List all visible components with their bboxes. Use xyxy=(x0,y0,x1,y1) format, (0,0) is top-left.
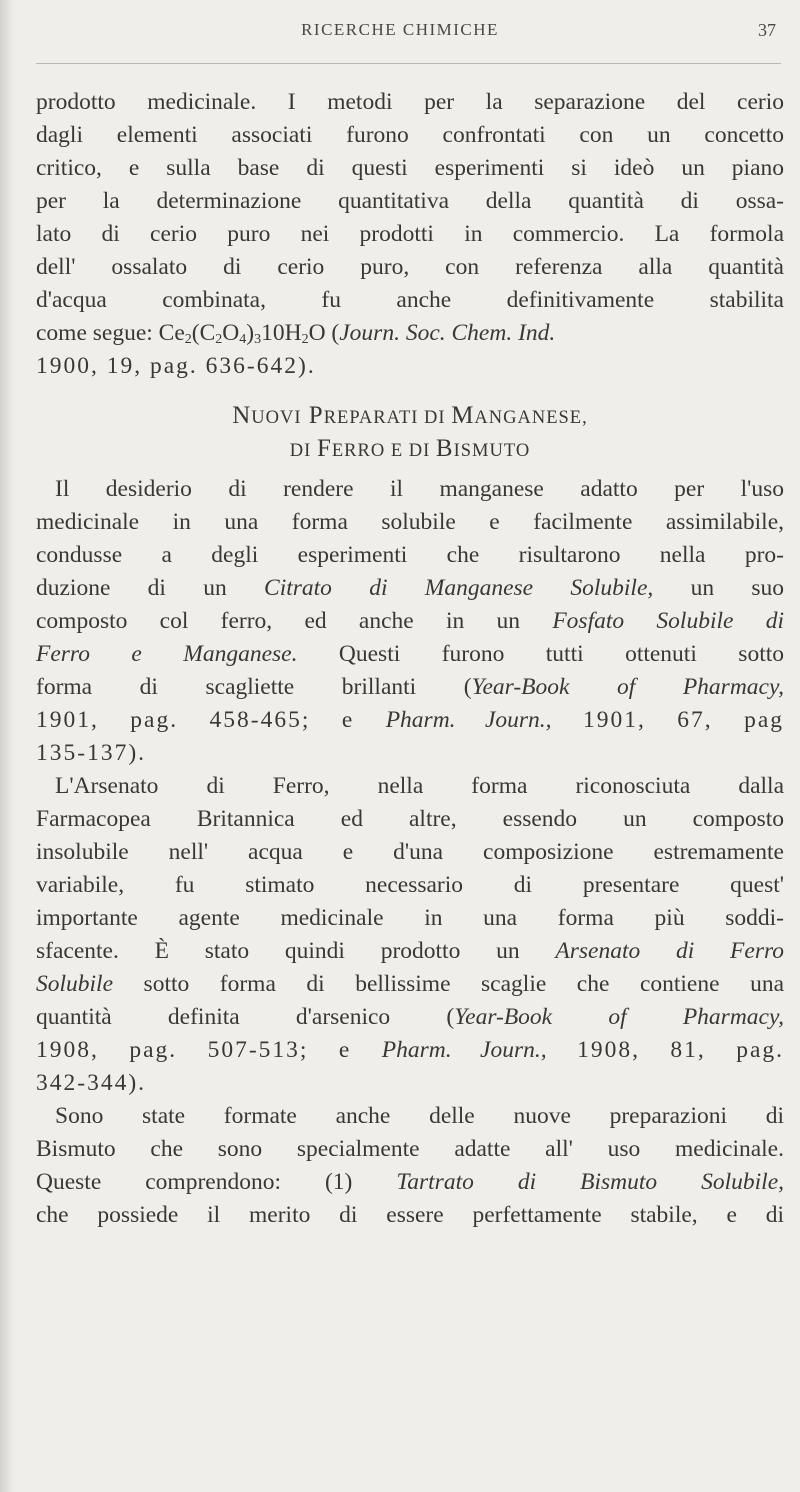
text-span: composto col ferro, ed anche in un xyxy=(36,608,553,634)
paragraph-4 xyxy=(36,1100,784,1232)
text-span: sfacente. È stato quindi prodotto un xyxy=(36,938,556,964)
heading-text: B xyxy=(435,435,454,462)
citation-numbers: 1908, pag. 507-513; e xyxy=(36,1037,382,1063)
text-line xyxy=(36,737,784,770)
heading-text: F xyxy=(316,435,332,462)
text-line xyxy=(36,968,784,1001)
heading-text: REPARATI xyxy=(323,408,419,428)
heading-text: M xyxy=(451,402,475,429)
text-line: medicinale in una forma solubile e facilmente assimilabile, xyxy=(36,509,784,535)
text-line: che possiede il merito di essere perfettamente stabile, e di xyxy=(36,1202,784,1228)
citation-numbers: 342-344). xyxy=(36,1070,147,1096)
text-line: Il desiderio di rendere il manganese adatto per l'uso xyxy=(55,476,784,502)
heading-text: P xyxy=(301,402,324,429)
text-line: Bismuto che sono specialmente adatte all' uso medicinale. xyxy=(36,1136,784,1162)
formula-line xyxy=(36,317,784,350)
text-span: sotto forma di bellissime scaglie che contiene una xyxy=(113,971,784,997)
page-number: 37 xyxy=(758,20,776,40)
product-name: Fosfato Solubile di xyxy=(552,608,784,634)
citation-numbers: 1901, 67, pag xyxy=(551,707,785,733)
text-span: O ( xyxy=(308,320,340,346)
subscript: 3 xyxy=(254,332,262,347)
journal-citation: Pharm. Journ., xyxy=(381,1037,547,1063)
subscript: 2 xyxy=(184,332,192,347)
text-line: importante agente medicinale in una forma più soddi- xyxy=(36,905,784,931)
paragraph-1 xyxy=(36,86,784,383)
text-line: prodotto medicinale. I metodi per la separazione del cerio xyxy=(36,89,784,115)
page-edge-shadow xyxy=(0,0,14,1492)
text-line xyxy=(36,1067,784,1100)
running-title: RICERCHE CHIMICHE xyxy=(301,20,499,39)
text-line: Farmacopea Britannica ed altre, essendo un composto xyxy=(36,806,784,832)
citation-numbers: 135-137). xyxy=(36,740,147,766)
product-name: Citrato di Manganese Solubile, xyxy=(264,575,654,601)
subscript: 2 xyxy=(215,332,223,347)
citation-numbers: 1900, 19, pag. 636-642). xyxy=(36,353,316,379)
heading-text: ERRO xyxy=(331,441,386,461)
text-line xyxy=(36,1001,784,1034)
citation-numbers: 1901, pag. 458-465; e xyxy=(36,707,386,733)
text-line: condusse a degli esperimenti che risultarono nella pro- xyxy=(36,542,784,568)
text-line: lato di cerio puro nei prodotti in commercio. La formola xyxy=(36,221,784,247)
section-heading-line-1 xyxy=(36,399,784,432)
text-span: (C xyxy=(191,320,216,346)
paragraph-3 xyxy=(36,770,784,1100)
product-name: Arsenato di Ferro xyxy=(555,938,784,964)
text-line xyxy=(36,704,784,737)
text-line: L'Arsenato di Ferro, nella forma riconosciuta dalla xyxy=(55,773,784,799)
text-span: forma di scagliette brillanti ( xyxy=(36,674,472,700)
body-text xyxy=(36,86,784,1232)
heading-text: ISMUTO xyxy=(453,441,531,461)
text-line: dell' ossalato di cerio puro, con referenza alla quantità xyxy=(36,254,784,280)
text-line: insolubile nell' acqua e d'una composizione estremamente xyxy=(36,839,784,865)
journal-citation: Year-Book of Pharmacy, xyxy=(471,674,784,700)
text-line xyxy=(36,350,784,383)
text-line xyxy=(36,605,784,638)
section-heading-line-2 xyxy=(36,432,784,465)
text-span: un suo xyxy=(653,575,784,601)
text-span: 10H xyxy=(261,320,302,346)
text-span: duzione di un xyxy=(36,575,265,601)
product-name: Ferro e Manganese. xyxy=(36,641,298,667)
text-span: Questi furono tutti ottenuti sotto xyxy=(297,641,785,667)
heading-text: E DI xyxy=(385,441,436,461)
heading-text: ANGANESE, xyxy=(474,408,588,428)
text-span: come segue: Ce xyxy=(36,320,185,346)
text-line xyxy=(36,572,784,605)
paragraph-2 xyxy=(36,473,784,770)
product-name: Solubile xyxy=(36,971,114,997)
heading-text: UOVI xyxy=(251,408,302,428)
text-line: Sono state formate anche delle nuove preparazioni di xyxy=(55,1103,784,1129)
journal-citation: Year-Book of Pharmacy, xyxy=(454,1004,784,1030)
journal-citation: Journ. Soc. Chem. Ind. xyxy=(339,320,556,346)
text-span: ) xyxy=(246,320,255,346)
subscript: 4 xyxy=(239,332,247,347)
text-span: O xyxy=(222,320,240,346)
heading-text: N xyxy=(232,402,252,429)
subscript: 2 xyxy=(301,332,309,347)
text-line xyxy=(36,935,784,968)
text-line: critico, e sulla base di questi esperimenti si ideò un piano xyxy=(36,155,784,181)
running-header xyxy=(0,20,800,50)
text-line xyxy=(36,1034,784,1067)
text-line xyxy=(36,1166,784,1199)
header-rule xyxy=(36,63,781,64)
text-span: quantità definita d'arsenico ( xyxy=(36,1004,455,1030)
journal-citation: Pharm. Journ., xyxy=(385,707,552,733)
text-line xyxy=(36,638,784,671)
product-name: Tartrato di Bismuto Solubile, xyxy=(396,1169,784,1195)
text-line xyxy=(36,671,784,704)
text-line: variabile, fu stimato necessario di presentare quest' xyxy=(36,872,784,898)
heading-text: DI xyxy=(289,441,317,461)
text-span: Queste comprendono: (1) xyxy=(36,1169,397,1195)
text-line: per la determinazione quantitativa della quantità di ossa- xyxy=(36,188,784,214)
text-line: d'acqua combinata, fu anche definitivamente stabilita xyxy=(36,287,784,313)
heading-text: DI xyxy=(418,408,452,428)
citation-numbers: 1908, 81, pag. xyxy=(546,1037,785,1063)
text-line: dagli elementi associati furono confrontati con un concetto xyxy=(36,122,784,148)
